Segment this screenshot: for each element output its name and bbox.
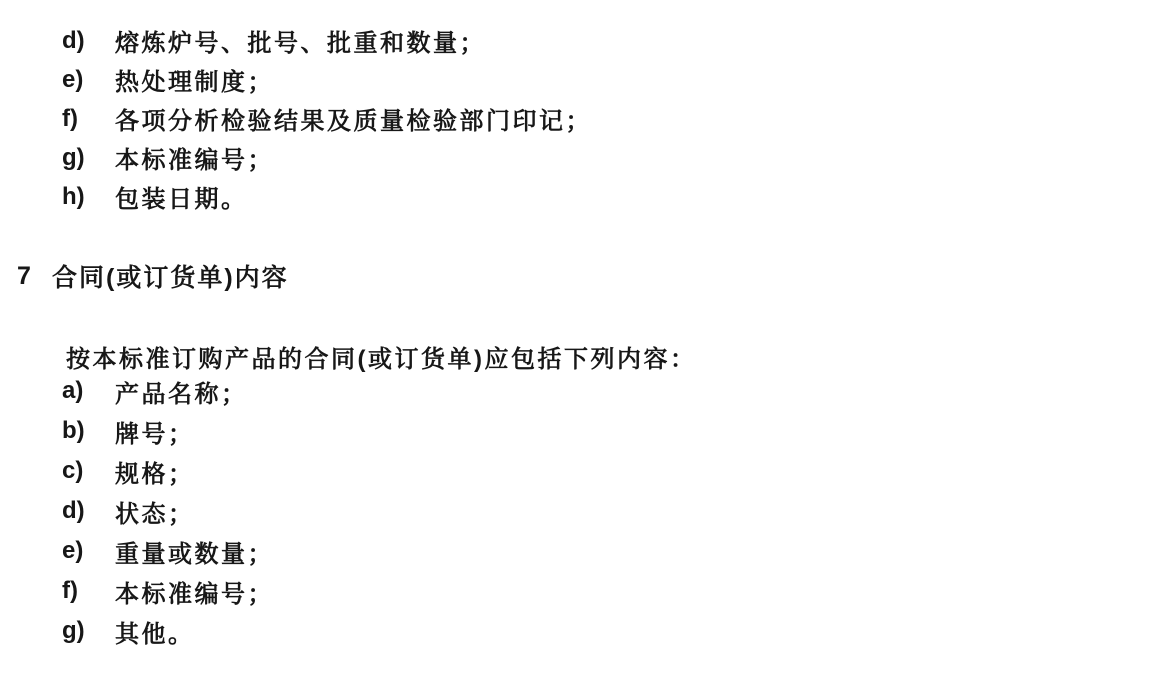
list-item (0, 611, 1150, 651)
list-item-marker: f) (62, 104, 78, 132)
list-item-text: 熔炼炉号、批号、批重和数量； (115, 30, 486, 57)
list-item-text: 状态； (115, 500, 195, 528)
list-item-text: 规格； (115, 460, 195, 488)
list-item-marker: g) (62, 617, 85, 644)
list-item-text: 本标准编号； (115, 147, 274, 174)
list-item-text: 各项分析检验结果及质量检验部门印记； (115, 108, 592, 135)
intro-paragraph: 按本标准订购产品的合同(或订货单)应包括下列内容： (66, 345, 697, 373)
list-item-text: 重量或数量； (115, 540, 274, 568)
list-item (0, 99, 1150, 138)
list-item-marker: e) (62, 537, 84, 564)
list-item (0, 571, 1150, 611)
list-item-marker: b) (62, 417, 85, 444)
list-item-marker: e) (62, 65, 84, 93)
list-item-marker: d) (62, 26, 85, 54)
list-item-marker: d) (62, 497, 85, 524)
section-number: 7 (17, 261, 31, 290)
list-item (0, 451, 1150, 491)
list-item-marker: f) (62, 577, 78, 604)
list-item (0, 21, 1150, 60)
list-item (0, 411, 1150, 451)
list-item-marker: c) (62, 457, 84, 484)
section-title: 合同(或订货单)内容 (52, 264, 289, 292)
section-heading (0, 261, 1150, 291)
list-item (0, 491, 1150, 531)
list-item-text: 包装日期。 (115, 186, 248, 213)
list-item-text: 牌号； (115, 420, 195, 448)
list-item (0, 177, 1150, 216)
list-item-marker: g) (62, 143, 85, 171)
list-item-marker: h) (62, 182, 85, 210)
list-item-marker: a) (62, 377, 84, 404)
list-item-text: 产品名称； (115, 380, 248, 408)
list-item-text: 本标准编号； (115, 580, 274, 608)
list-bottom (0, 371, 1150, 651)
list-item (0, 138, 1150, 177)
list-item-text: 热处理制度； (115, 69, 274, 96)
list-item (0, 60, 1150, 99)
list-item (0, 371, 1150, 411)
list-item-text: 其他。 (115, 620, 195, 648)
list-top (0, 21, 1150, 216)
list-item (0, 531, 1150, 571)
